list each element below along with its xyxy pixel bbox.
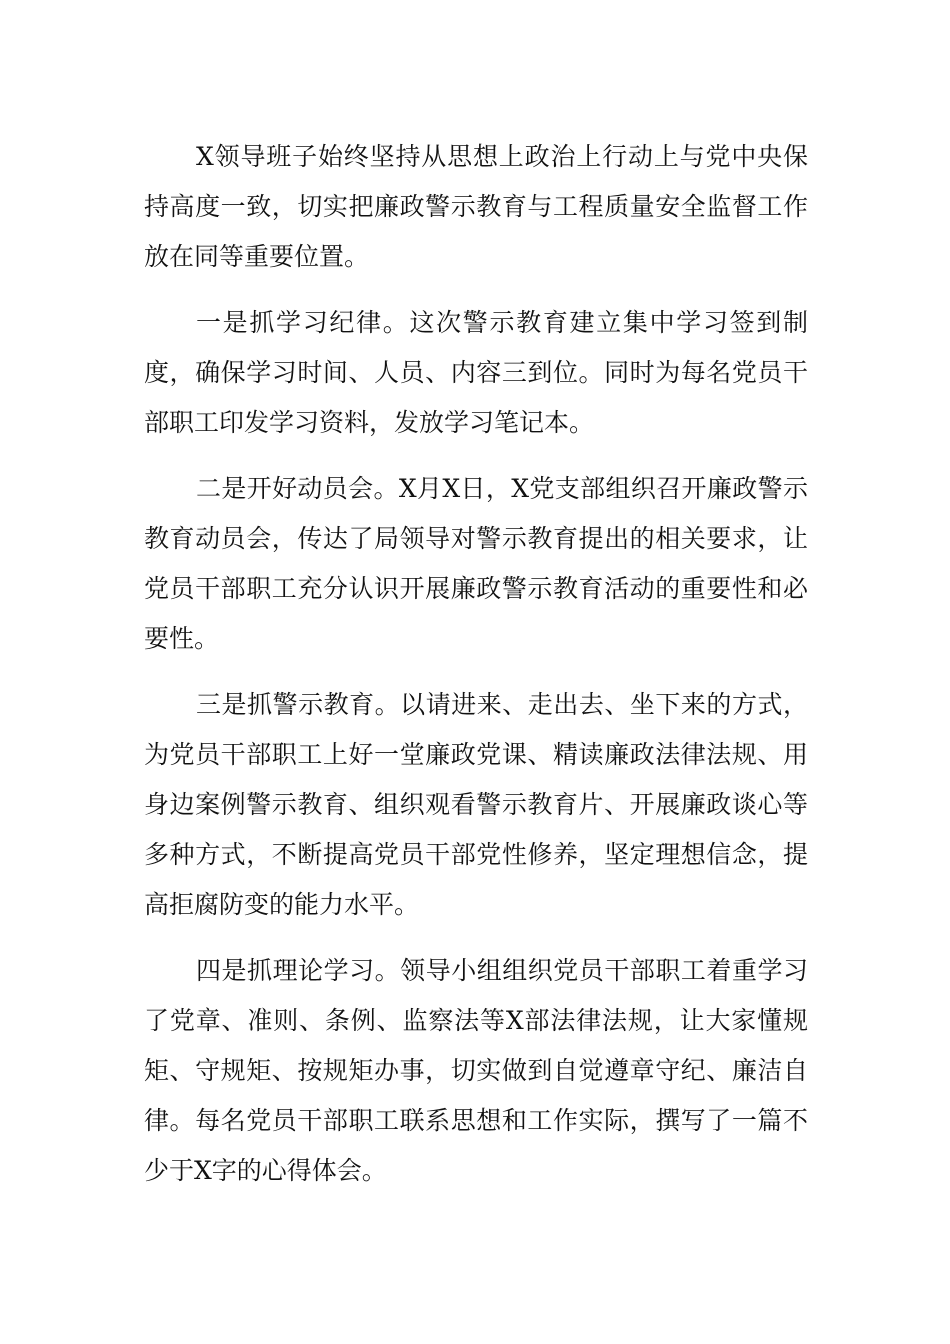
paragraph-warning-education: 三是抓警示教育。以请进来、走出去、坐下来的方式，为党员干部职工上好一堂廉政党课、精读廉政法律法规、用身边案例警示教育、组织观看警示教育片、开展廉政谈心等多种方式，不断提高党员干部党性修养，坚定理想信念，提高拒腐防变的能力水平。	[144, 690, 808, 919]
paragraph-study-discipline: 一是抓学习纪律。这次警示教育建立集中学习签到制度，确保学习时间、人员、内容三到位。同时为每名党员干部职工印发学习资料，发放学习笔记本。	[144, 308, 808, 437]
paragraph-theory-study: 四是抓理论学习。领导小组组织党员干部职工着重学习了党章、准则、条例、监察法等X部法律法规，让大家懂规矩、守规矩、按规矩办事，切实做到自觉遵章守纪、廉洁自律。每名党员干部职工联系思想和工作实际，撰写了一篇不少于X字的心得体会。	[144, 956, 808, 1185]
paragraph-mobilization-meeting: 二是开好动员会。X月X日，X党支部组织召开廉政警示教育动员会，传达了局领导对警示教育提出的相关要求，让党员干部职工充分认识开展廉政警示教育活动的重要性和必要性。	[144, 474, 808, 653]
paragraph-intro: X领导班子始终坚持从思想上政治上行动上与党中央保持高度一致，切实把廉政警示教育与工程质量安全监督工作放在同等重要位置。	[144, 142, 808, 271]
document-body	[144, 132, 808, 1212]
